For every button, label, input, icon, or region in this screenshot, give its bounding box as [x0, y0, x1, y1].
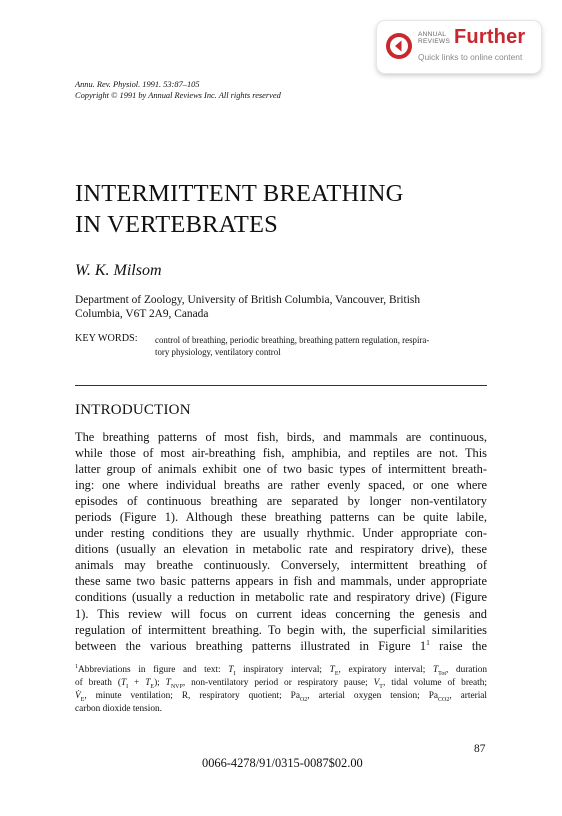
journal-citation — [75, 80, 281, 101]
body-line: periods (Figure 1). Although these breathing patterns can be quite labile, — [75, 510, 487, 525]
section-heading: INTRODUCTION — [75, 402, 191, 418]
footnote — [75, 664, 487, 716]
footnote-line: $V̇_E$, minute ventilation; R, respiratory quotient; $Pa_{O2}$, arterial oxygen tension; $Pa_{CO2}$, arterial — [75, 691, 487, 704]
body-line: regulation of intermittent breathing. To begin with, the superficial similarities — [75, 622, 487, 637]
keywords-list — [155, 334, 429, 358]
annual-reviews-wordmark: ANNUAL REVIEWS — [418, 31, 451, 45]
further-subtitle[interactable]: Quick links to online content — [418, 52, 523, 62]
footnote-line: of breath $(T_I + T_E)$; $T_{NVP}$, non-ventilatory period or respiratory pause; $V_T$, tidal volume of breath; — [75, 678, 487, 690]
keywords-line-2: tory physiology, ventilatory control — [155, 347, 281, 357]
keywords-line-1: control of breathing, periodic breathing, breathing pattern regulation, respira- — [155, 335, 430, 345]
section-divider — [75, 385, 487, 386]
body-line: these same two basic patterns appears in fish and mammals, under appropriate — [75, 574, 487, 589]
body-line: ing: one where individual breaths are rather evenly spaced, or one where — [75, 478, 487, 493]
affiliation-line-2: Columbia, V6T 2A9, Canada — [75, 308, 209, 320]
title-line-2: IN VERTEBRATES — [75, 211, 279, 238]
footnote-line: $^1$Abbreviations in figure and text: $T_I$ inspiratory interval; $T_E$, expiratory interval; $T_{Tot}$, duration — [75, 663, 487, 677]
page-number: 87 — [474, 743, 486, 755]
body-line: under resting conditions they are usually rhythmic. Under appropriate con- — [75, 526, 487, 541]
citation-line: Annu. Rev. Physiol. 1991. 53:87–105 — [75, 80, 200, 89]
affiliation-line-1: Department of Zoology, University of British Columbia, Vancouver, British — [75, 294, 421, 306]
body-paragraph — [75, 429, 487, 654]
author-affiliation — [75, 293, 420, 321]
body-line-last: between the various breathing patterns illustrated in Figure $1^1$ raise the — [75, 637, 487, 653]
further-banner[interactable] — [377, 21, 541, 73]
body-line: latter group of animals exhibit one of two basic types of intermittent breath- — [75, 462, 487, 477]
body-line: ditions (usually an elevation in metabolic rate and respiratory drive), these — [75, 542, 487, 557]
body-line: while those of most air-breathing fish, amphibia, and reptiles are not. This — [75, 446, 487, 461]
body-line: episodes of continuous breathing are separated by longer non-ventilatory — [75, 494, 487, 509]
body-line: conditions (usually a reduction in metabolic rate and respiratory drive) (Figure — [75, 590, 487, 605]
body-line: The breathing patterns of most fish, birds, and mammals are continuous, — [75, 430, 487, 444]
copyright-line: Copyright © 1991 by Annual Reviews Inc. All rights reserved — [75, 90, 281, 100]
article-title — [75, 178, 404, 240]
footnote-ref[interactable]: 1 — [426, 637, 430, 647]
footnote-line: carbon dioxide tension. — [75, 704, 163, 715]
footnote-marker: 1 — [75, 663, 78, 670]
further-wordmark: Further — [454, 26, 526, 48]
doi-code: 0066-4278/91/0315-0087$02.00 — [202, 756, 363, 770]
author-name: W. K. Milsom — [75, 262, 162, 279]
keywords-label: KEY WORDS: — [75, 333, 138, 344]
body-line: animals may breathe continuously. Conversely, intermittent breathing of — [75, 558, 487, 573]
play-arrow-icon — [385, 32, 413, 60]
body-line: 1). This review will focus on current ideas concerning the genesis and — [75, 606, 487, 621]
title-line-1: INTERMITTENT BREATHING — [75, 180, 404, 207]
